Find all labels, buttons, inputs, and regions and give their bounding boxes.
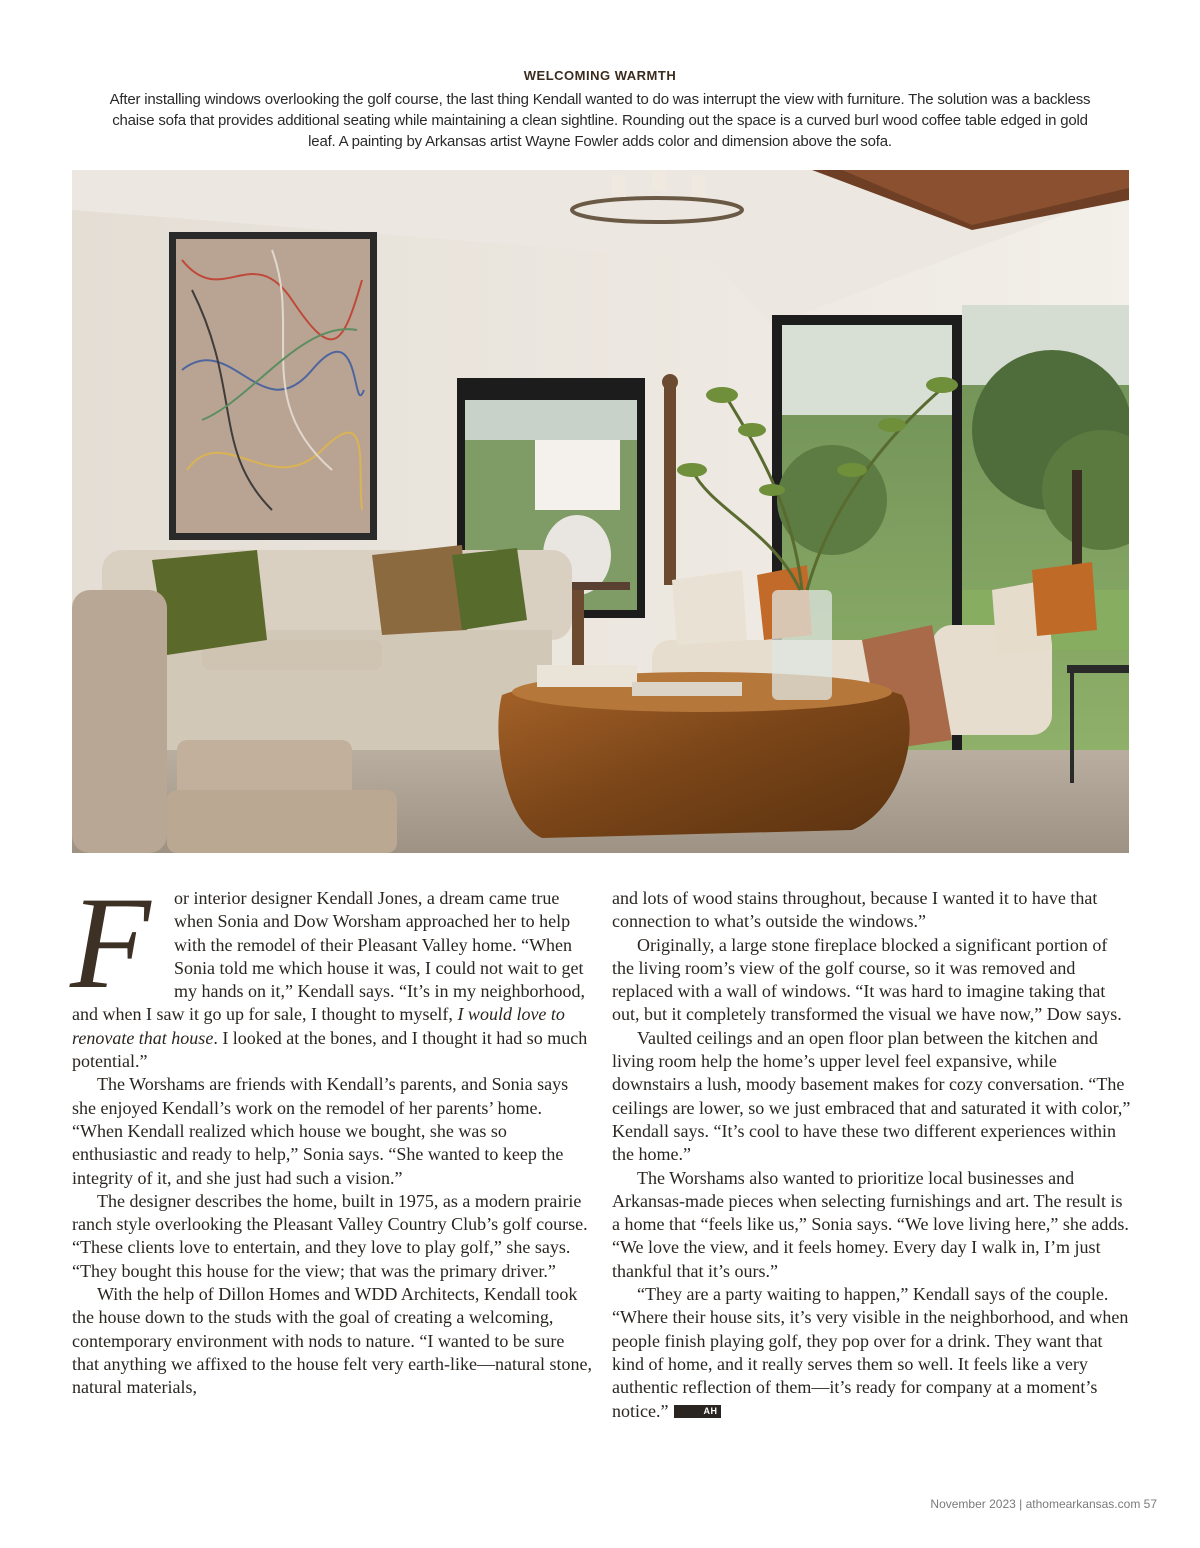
paragraph-9-text: “They are a party waiting to happen,” Kendall says of the couple. “Where their house sits, it’s very visible in the neighborhood, and when people finish playing golf, they pop over for a drink. They want that kind of home, and it really serves them so well. It feels like a very authentic reflection of them—it’s ready for company at a moment’s notice.” bbox=[612, 1284, 1129, 1421]
article-paragraph-3: The designer describes the home, built in 1975, as a modern prairie ranch style overlooking the Pleasant Valley Country Club’s golf course. “These clients love to entertain, and they love to play golf,” she says. “They bought this house for the view; that was the primary driver.” bbox=[72, 1190, 588, 1281]
article-paragraph-6: Originally, a large stone fireplace blocked a significant portion of the living room’s view of the golf course, so it was removed and replaced with a wall of windows. “It was hard to imagine taking that out, but it completely transformed the visual we have now,” Dow says. bbox=[612, 934, 1122, 1025]
caption-kicker: WELCOMING WARMTH bbox=[523, 68, 677, 83]
article-paragraph-4: With the help of Dillon Homes and WDD Architects, Kendall took the house down to the studs with the goal of creating a welcoming, contemporary environment with nods to nature. “I wanted to be sure that anything we affixed to the house felt very earth-like—natural stone, natural materials, bbox=[72, 1284, 592, 1398]
article-paragraph-9 bbox=[612, 1283, 1132, 1423]
article-column-right bbox=[612, 887, 1132, 1423]
paragraph-1-italic: I would love to renovate that house bbox=[72, 1004, 565, 1048]
page-footer: November 2023 | athomearkansas.com 57 bbox=[930, 1497, 1157, 1511]
drop-cap: F bbox=[70, 869, 151, 1016]
article-paragraph-8: The Worshams also wanted to prioritize local businesses and Arkansas-made pieces when selecting furnishings and art. The result is a home that “feels like us,” Sonia says. “We love living here,” she adds. “We love the view, and it feels homey. Every day I walk in, I’m just thankful that it’s ours.” bbox=[612, 1167, 1129, 1281]
paragraph-1-end: . I looked at the bones, and I thought it had so much potential.” bbox=[72, 1027, 588, 1072]
article-paragraph-7: Vaulted ceilings and an open floor plan between the kitchen and living room help the home’s upper level feel expansive, while downstairs a lush, moody basement makes for cozy conversation. “The ceilings are lower, so we just embraced that and saturated it with color,” Kendall says. “It’s cool to have these two different experiences within the home.” bbox=[612, 1027, 1131, 1165]
photo-caption: After installing windows overlooking the golf course, the last thing Kendall wanted to do was interrupt the view with furniture. The solution was a backless chaise sofa that provides additional seating while maintaining a clean sightline. Rounding out the space is a curved burl wood coffee table edged in gold leaf. A painting by Arkansas artist Wayne Fowler adds color and dimension above the sofa. bbox=[109, 91, 1091, 150]
article-paragraph-2: The Worshams are friends with Kendall’s parents, and Sonia says she enjoyed Kendall’s work on the remodel of her parents’ home. “When Kendall realized which house we bought, she was so enthusiastic and ready to help,” Sonia says. “She wanted to keep the integrity of it, and she just had such a vision.” bbox=[72, 1074, 569, 1188]
article-paragraph-5: and lots of wood stains throughout, because I wanted it to have that connection to what’s outside the windows.” bbox=[612, 888, 1098, 932]
article-paragraph-1 bbox=[70, 869, 592, 1073]
living-room-photo bbox=[72, 170, 1129, 853]
paragraph-1-text: or interior designer Kendall Jones, a dream came true when Sonia and Dow Worsham approached her to help with the remodel of their Pleasant Valley home. “When Sonia told me which house it was, I could not wait to get my hands on it,” Kendall says. “It’s in my neighborhood, and when I saw it go up for sale, I thought to myself, bbox=[72, 888, 585, 1025]
article-column-left bbox=[70, 869, 592, 1400]
end-mark-badge: AH bbox=[674, 1405, 721, 1418]
